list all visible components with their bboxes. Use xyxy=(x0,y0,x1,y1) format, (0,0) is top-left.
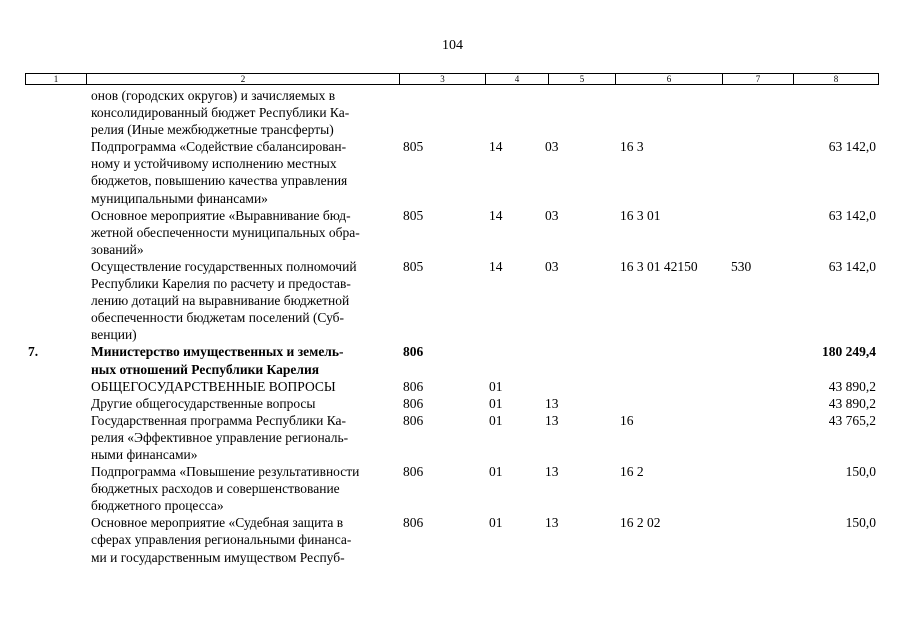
row-name: Основное мероприятие «Выравнивание бюд- жетной обеспеченности муниципальных обра- зований» xyxy=(91,207,360,257)
table-row xyxy=(0,138,905,206)
ministry-code: 805 xyxy=(403,258,424,274)
section-code: 01 xyxy=(489,412,503,428)
table-row xyxy=(0,258,905,343)
subsection-code: 13 xyxy=(545,395,559,411)
row-name: ОБЩЕГОСУДАРСТВЕННЫЕ ВОПРОСЫ xyxy=(91,378,336,394)
section-code: 14 xyxy=(489,207,503,223)
row-name: Государственная программа Республики Ка- релия «Эффективное управление региональ- ными финансами» xyxy=(91,412,349,462)
amount: 150,0 xyxy=(845,515,876,531)
amount: 63 142,0 xyxy=(828,258,876,274)
amount: 150,0 xyxy=(845,464,876,480)
table-row xyxy=(0,378,905,395)
row-name: Другие общегосударственные вопросы xyxy=(91,395,316,411)
section-code: 01 xyxy=(489,464,503,480)
subsection-code: 13 xyxy=(545,412,559,428)
table-row xyxy=(0,412,905,463)
ministry-code: 805 xyxy=(403,207,424,223)
header-col-6: 6 xyxy=(615,74,722,84)
amount: 43 890,2 xyxy=(828,378,876,394)
ministry-code: 806 xyxy=(403,395,424,411)
target-article-code: 16 3 xyxy=(620,139,644,155)
budget-table-body xyxy=(0,87,905,566)
row-name: Осуществление государственных полномочий Республики Карелия по расчету и предостав- лению дотаций на выравнивание бюджетной обеспеченности бюджетам поселений (Суб- венции) xyxy=(91,258,357,343)
section-code: 01 xyxy=(489,515,503,531)
table-row xyxy=(0,207,905,258)
row-name: онов (городских округов) и зачисляемых в консолидированный бюджет Республики Ка- релия (Иные межбюджетные трансферты) xyxy=(91,88,350,138)
subsection-code: 13 xyxy=(545,515,559,531)
subsection-code: 03 xyxy=(545,139,559,155)
page-number: 104 xyxy=(442,38,463,53)
header-col-3: 3 xyxy=(399,74,485,84)
table-row xyxy=(0,395,905,412)
subsection-code: 03 xyxy=(545,207,559,223)
table-row xyxy=(0,87,905,138)
target-article-code: 16 2 02 xyxy=(620,515,661,531)
amount: 180 249,4 xyxy=(822,344,876,360)
section-code: 01 xyxy=(489,378,503,394)
amount: 43 765,2 xyxy=(828,412,876,428)
subsection-code: 13 xyxy=(545,464,559,480)
row-name: Подпрограмма «Повышение результативности бюджетных расходов и совершенствование бюджетного процесса» xyxy=(91,464,360,514)
subsection-code: 03 xyxy=(545,258,559,274)
section-code: 14 xyxy=(489,258,503,274)
header-col-1: 1 xyxy=(53,74,59,84)
row-name: Подпрограмма «Содействие сбалансирован- ному и устойчивому исполнению местных бюджетов, повышению качества управления муниципальными финансами» xyxy=(91,139,348,206)
amount: 63 142,0 xyxy=(828,139,876,155)
table-row xyxy=(0,514,905,565)
ministry-code: 806 xyxy=(403,515,424,531)
expense-type-code: 530 xyxy=(731,258,752,274)
table-header-row xyxy=(25,73,879,85)
header-col-5: 5 xyxy=(548,74,615,84)
ministry-code: 806 xyxy=(403,378,424,394)
ministry-code: 806 xyxy=(403,344,424,360)
row-number: 7. xyxy=(28,344,39,360)
amount: 63 142,0 xyxy=(828,207,876,223)
section-code: 14 xyxy=(489,139,503,155)
row-name: Основное мероприятие «Судебная защита в сферах управления региональными финанса- ми и государственным имуществом Респуб- xyxy=(91,515,352,565)
header-col-2: 2 xyxy=(86,74,399,84)
ministry-code: 806 xyxy=(403,412,424,428)
table-row xyxy=(0,463,905,514)
ministry-code: 805 xyxy=(403,139,424,155)
target-article-code: 16 3 01 42150 xyxy=(620,258,698,274)
header-col-7: 7 xyxy=(722,74,793,84)
target-article-code: 16 xyxy=(620,412,634,428)
table-row-ministry xyxy=(0,343,905,377)
header-col-8: 8 xyxy=(793,74,878,84)
header-col-4: 4 xyxy=(485,74,548,84)
row-name: Министерство имущественных и земель- ных отношений Республики Карелия xyxy=(91,344,344,377)
section-code: 01 xyxy=(489,395,503,411)
target-article-code: 16 3 01 xyxy=(620,207,661,223)
ministry-code: 806 xyxy=(403,464,424,480)
target-article-code: 16 2 xyxy=(620,464,644,480)
amount: 43 890,2 xyxy=(828,395,876,411)
